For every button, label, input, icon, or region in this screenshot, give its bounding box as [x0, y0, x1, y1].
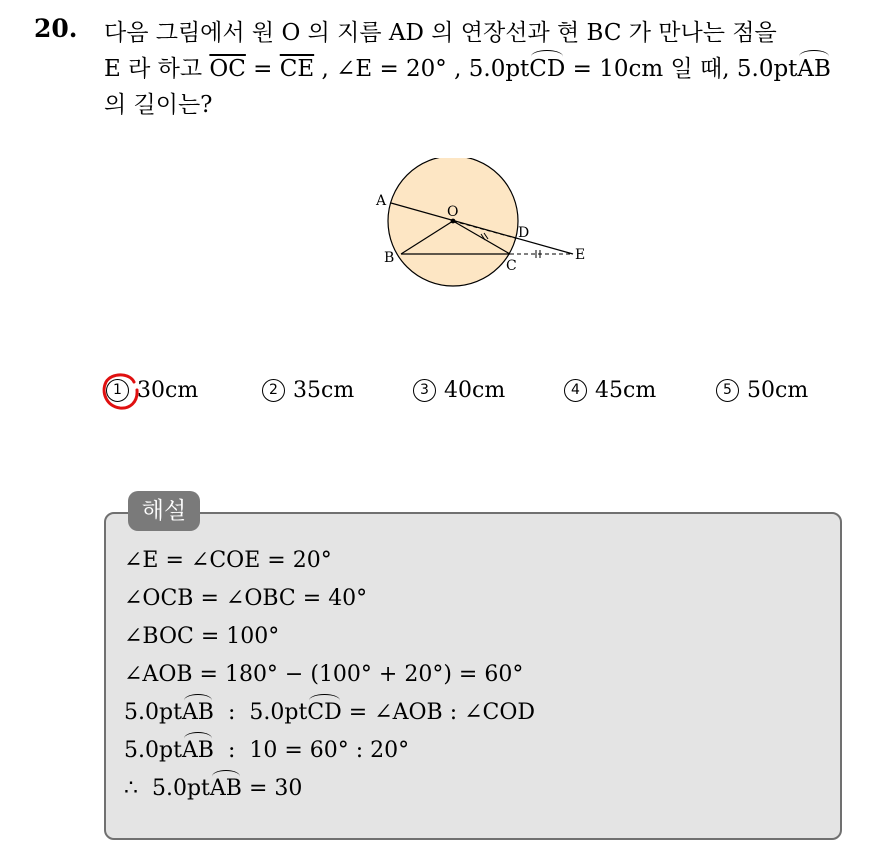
solution-line-3: ∠BOC = 100°: [124, 624, 280, 649]
question-number: 20.: [34, 14, 78, 43]
arc-cd: CD: [529, 56, 566, 82]
choice-3-number: 3: [413, 379, 436, 402]
q2-pre: E 라 하고: [104, 56, 210, 82]
choice-3[interactable]: [413, 378, 505, 403]
arc-ab: AB: [797, 56, 831, 82]
solution-line-4: ∠AOB = 180° − (100° + 20°) = 60°: [124, 662, 524, 687]
choice-5[interactable]: [716, 378, 808, 403]
solution-line-5: [124, 700, 535, 725]
choice-2[interactable]: [262, 378, 354, 403]
q2-mid: = 10cm 일 때, 5.0pt: [565, 56, 798, 82]
choice-1[interactable]: [106, 378, 198, 403]
s5-mid: : 5.0pt: [213, 700, 308, 725]
label-c: C: [506, 258, 517, 274]
label-o: O: [447, 204, 459, 220]
segment-oc: $\overline{OC}$: [209, 56, 246, 82]
choice-2-text: 35cm: [293, 378, 355, 403]
solution-line-7: [124, 776, 302, 801]
question-line-1: 다음 그림에서 원 O 의 지름 AD 의 연장선과 현 BC 가 만나는 점을: [104, 20, 777, 46]
choice-5-number: 5: [716, 379, 739, 402]
choice-4[interactable]: [564, 378, 656, 403]
label-a: A: [376, 193, 387, 209]
choice-4-number: 4: [564, 379, 587, 402]
s6-pre: 5.0pt: [124, 738, 182, 763]
label-d: D: [518, 225, 530, 241]
choice-5-text: 50cm: [747, 378, 809, 403]
q2-eq: =: [245, 56, 280, 82]
label-b: B: [384, 250, 395, 266]
choice-4-text: 45cm: [595, 378, 657, 403]
s5-pre: 5.0pt: [124, 700, 182, 725]
s5-post: = ∠AOB : ∠COD: [341, 700, 536, 725]
q2-angle: , ∠E = 20° , 5.0pt: [314, 56, 530, 82]
segment-ce: $\overline{CE}$: [279, 56, 315, 82]
s7-post: = 30: [241, 776, 303, 801]
s6-arc-ab: AB: [181, 738, 214, 763]
solution-line-6: [124, 738, 409, 763]
label-e: E: [575, 247, 586, 263]
choice-2-number: 2: [262, 379, 285, 402]
choice-3-text: 40cm: [444, 378, 506, 403]
choice-1-number: 1: [106, 379, 129, 402]
solution-line-1: ∠E = ∠COE = 20°: [124, 548, 332, 573]
s7-pre: ∴ 5.0pt: [124, 776, 210, 801]
s5-arc-cd: CD: [307, 700, 342, 725]
circle-figure: [370, 158, 600, 288]
s6-post: : 10 = 60° : 20°: [213, 738, 410, 763]
s7-arc-ab: AB: [209, 776, 242, 801]
solution-tab: 해설: [128, 491, 200, 531]
question-line-3: 의 길이는?: [104, 92, 213, 118]
question-line-2: [104, 50, 831, 83]
choice-1-text: 30cm: [137, 378, 199, 403]
solution-line-2: ∠OCB = ∠OBC = 40°: [124, 586, 368, 611]
s5-arc-ab: AB: [181, 700, 214, 725]
